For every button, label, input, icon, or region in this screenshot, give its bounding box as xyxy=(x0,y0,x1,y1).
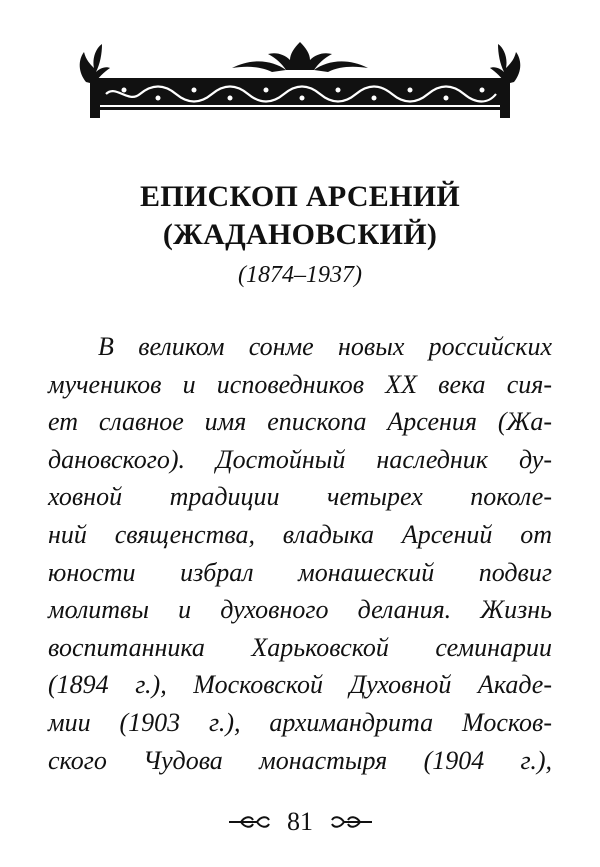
text-line: юности избрал монашеский подвиг xyxy=(48,557,552,587)
fleuron-left-icon xyxy=(227,812,271,832)
fleuron-right-icon xyxy=(330,812,374,832)
life-years: (1874–1937) xyxy=(238,262,362,288)
title-line-1: ЕПИСКОП АРСЕНИЙ xyxy=(139,180,461,213)
text-line: ет славное имя епископа Арсения (Жа- xyxy=(48,407,552,437)
title-line-2: (ЖАДАНОВСКИЙ) xyxy=(162,218,438,251)
page-number: 81 xyxy=(287,807,313,837)
body-paragraph xyxy=(48,328,552,779)
text-line: воспитанника Харьковской семинарии xyxy=(48,632,552,662)
text-line: (1894 г.), Московской Духовной Акаде- xyxy=(48,670,552,700)
text-line: В великом сонме новых российских xyxy=(98,332,552,361)
page-footer xyxy=(0,800,600,842)
text-line: мии (1903 г.), архимандрита Москов- xyxy=(48,707,552,737)
text-line: ховной традиции четырех поколе- xyxy=(48,482,552,512)
text-line: молитвы и духовного делания. Жизнь xyxy=(48,595,552,625)
text-line: мучеников и исповедников XX века сия- xyxy=(48,369,552,399)
text-line: ний священства, владыка Арсений от xyxy=(48,519,552,549)
text-line: дановского). Достойный наследник ду- xyxy=(48,444,552,474)
ornamental-header-icon xyxy=(72,38,528,118)
text-line: ского Чудова монастыря (1904 г.), xyxy=(48,745,552,775)
